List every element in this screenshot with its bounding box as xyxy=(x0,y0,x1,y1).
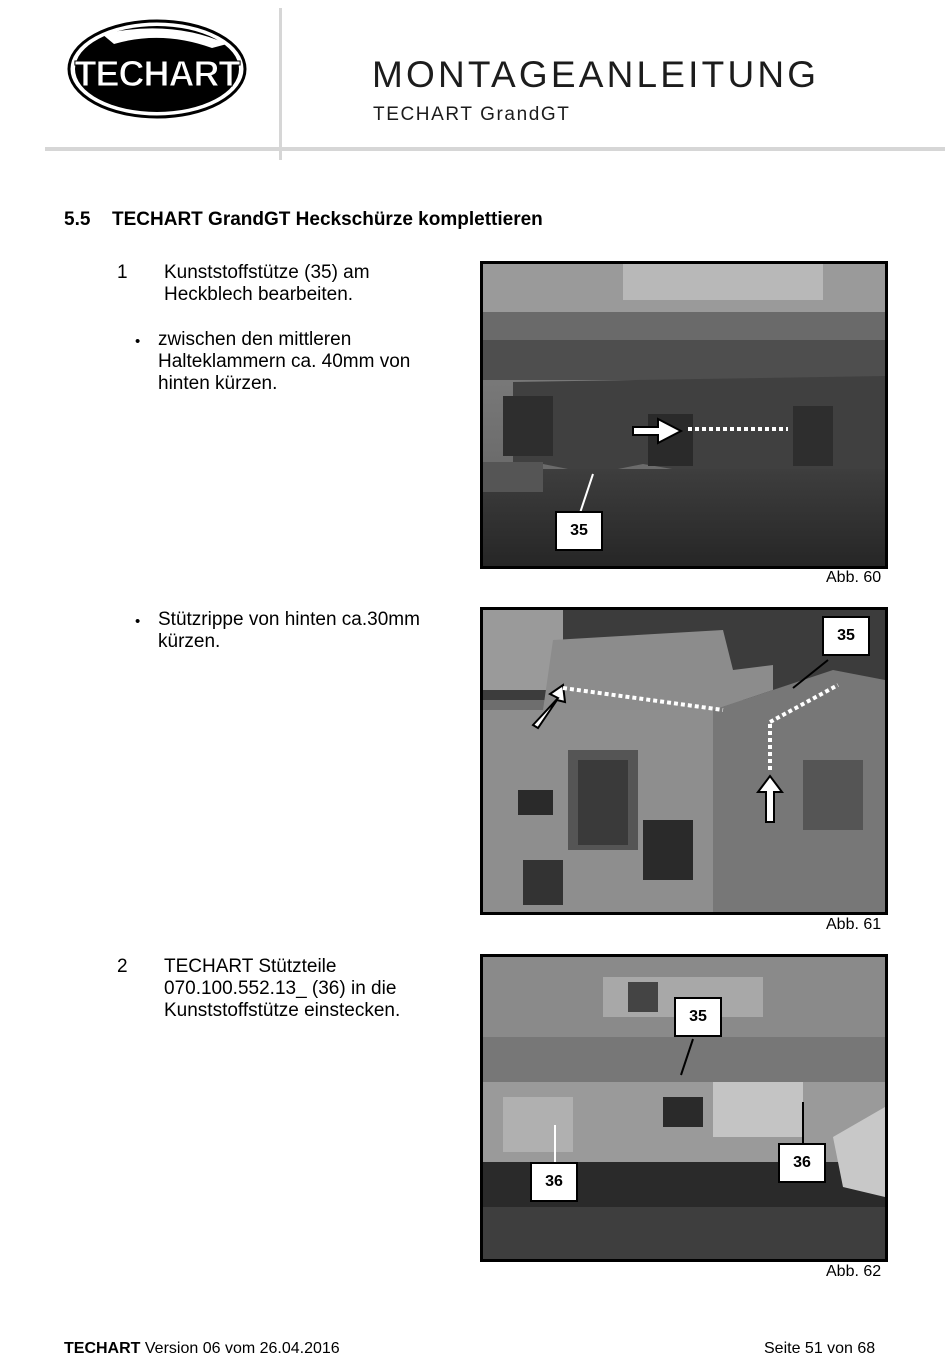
step-text xyxy=(164,262,370,306)
footer-version-text: Version 06 vom 26.04.2016 xyxy=(140,1340,340,1357)
callout-label: 35 xyxy=(555,511,603,551)
footer-version xyxy=(64,1340,340,1358)
callout-label: 35 xyxy=(822,616,870,656)
document-title: MONTAGEANLEITUNG xyxy=(372,54,820,95)
figure-caption: Abb. 62 xyxy=(826,1263,882,1280)
bullet-marker: • xyxy=(135,613,141,630)
step-number: 1 xyxy=(117,262,128,283)
footer-page-number: Seite 51 von 68 xyxy=(764,1340,876,1357)
figure-caption: Abb. 61 xyxy=(826,916,882,933)
text-line: Stützrippe von hinten ca.30mm xyxy=(158,609,420,630)
text-line: Heckblech bearbeiten. xyxy=(164,284,354,305)
text-line: Halteklammern ca. 40mm von xyxy=(158,351,411,372)
header-divider-vertical xyxy=(279,8,282,160)
bullet-text xyxy=(158,609,420,653)
section-number: 5.5 xyxy=(64,209,91,230)
header-divider-horizontal xyxy=(45,147,945,151)
footer-brand: TECHART xyxy=(64,1340,141,1357)
bullet-marker: • xyxy=(135,333,141,350)
bullet-text xyxy=(158,329,410,395)
section-title: TECHART GrandGT Heckschürze komplettieren xyxy=(112,209,543,230)
step-number: 2 xyxy=(117,956,128,977)
text-line: TECHART Stützteile xyxy=(164,956,337,977)
photo-figure-60 xyxy=(480,261,888,569)
svg-text:TECHART: TECHART xyxy=(74,53,240,94)
text-line: zwischen den mittleren xyxy=(158,329,352,350)
text-line: 070.100.552.13_ (36) in die xyxy=(164,978,397,999)
text-line: hinten kürzen. xyxy=(158,373,278,394)
text-line: Kunststoffstütze (35) am xyxy=(164,262,370,283)
document-subtitle: TECHART GrandGT xyxy=(373,104,571,125)
figure-caption: Abb. 60 xyxy=(826,569,882,586)
callout-label: 36 xyxy=(778,1143,826,1183)
text-line: Kunststoffstütze einstecken. xyxy=(164,1000,401,1021)
text-line: kürzen. xyxy=(158,631,221,652)
callout-label: 36 xyxy=(530,1162,578,1202)
callout-label: 35 xyxy=(674,997,722,1037)
step-text xyxy=(164,956,400,1022)
techart-logo xyxy=(62,14,252,124)
